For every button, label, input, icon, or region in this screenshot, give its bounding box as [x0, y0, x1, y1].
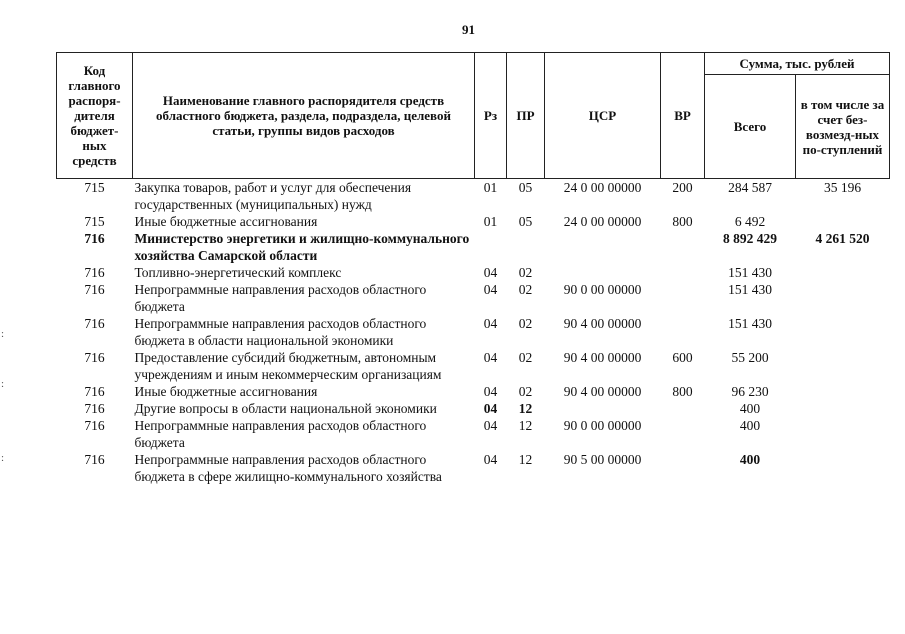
row-code: 716 [84, 316, 105, 331]
table-row [57, 230, 890, 264]
row-code: 716 [84, 231, 105, 246]
row-rz [475, 230, 507, 264]
row-total: 6 492 [734, 214, 766, 229]
row-code: 716 [84, 282, 105, 297]
row-total: 151 430 [728, 265, 772, 280]
header-incl: в том числе за счет без-возмезд-ных по-ступлений [796, 75, 890, 179]
table-header [57, 53, 890, 179]
row-code: 716 [84, 401, 105, 416]
row-pr: 05 [518, 180, 533, 195]
row-pr: 02 [518, 384, 533, 399]
margin-mark: : [1, 452, 5, 464]
row-rz: 01 [483, 180, 498, 195]
margin-mark: : [1, 328, 5, 340]
row-name: Другие вопросы в области национальной экономики [134, 401, 437, 416]
row-pr: 12 [518, 401, 533, 416]
row-name: Непрограммные направления расходов областного бюджета [134, 418, 427, 450]
row-total: 400 [739, 401, 761, 416]
row-code: 716 [84, 384, 105, 399]
page-number: 91 [462, 22, 475, 37]
table-row [57, 417, 890, 451]
header-csr: ЦСР [545, 53, 661, 179]
row-vr: 200 [672, 180, 693, 195]
row-name: Непрограммные направления расходов областного бюджета в области национальной экономики [134, 316, 427, 348]
header-sum-group: Сумма, тыс. рублей [705, 53, 890, 75]
row-name: Министерство энергетики и жилищно-коммунального хозяйства Самарской области [134, 231, 470, 263]
row-pr [507, 230, 545, 264]
header-pr: ПР [507, 53, 545, 179]
row-incl [796, 264, 890, 281]
row-vr [661, 264, 705, 281]
header-rz: Рз [475, 53, 507, 179]
row-incl [796, 383, 890, 400]
row-csr: 90 4 00 00000 [563, 384, 642, 399]
row-incl [796, 400, 890, 417]
row-csr [545, 400, 661, 417]
row-csr: 24 0 00 00000 [563, 180, 642, 195]
table-row [57, 400, 890, 417]
row-total: 151 430 [728, 316, 772, 331]
row-csr: 24 0 00 00000 [563, 214, 642, 229]
row-code: 716 [84, 452, 105, 467]
header-total: Всего [705, 75, 796, 179]
row-incl: 4 261 520 [815, 231, 870, 246]
table-row [57, 264, 890, 281]
row-total: 284 587 [728, 180, 772, 195]
row-rz: 04 [483, 316, 498, 331]
row-vr [661, 451, 705, 485]
row-incl [796, 349, 890, 383]
row-name: Предоставление субсидий бюджетным, автономным учреждениям и иным некоммерческим организациям [134, 350, 442, 382]
row-name: Непрограммные направления расходов областного бюджета в сфере жилищно-коммунального хозяйства [134, 452, 442, 484]
row-vr [661, 315, 705, 349]
table-row [57, 213, 890, 230]
row-incl [796, 315, 890, 349]
row-total: 400 [739, 418, 761, 433]
row-pr: 05 [518, 214, 533, 229]
row-incl: 35 196 [823, 180, 862, 195]
row-rz: 04 [483, 401, 498, 416]
row-rz: 04 [483, 265, 498, 280]
row-code: 716 [84, 350, 105, 365]
row-total: 400 [739, 452, 761, 467]
row-vr: 600 [672, 350, 693, 365]
row-code: 715 [84, 180, 105, 195]
row-incl [796, 417, 890, 451]
table-row [57, 281, 890, 315]
row-rz: 04 [483, 282, 498, 297]
table-row [57, 179, 890, 214]
row-vr [661, 281, 705, 315]
row-rz: 04 [483, 350, 498, 365]
row-code: 716 [84, 265, 105, 280]
row-pr: 02 [518, 265, 533, 280]
header-name: Наименование главного распорядителя средств областного бюджета, раздела, подраздела, целевой статьи, группы видов расходов [133, 53, 475, 179]
header-vr: ВР [661, 53, 705, 179]
row-vr [661, 230, 705, 264]
row-code: 716 [84, 418, 105, 433]
margin-mark: : [1, 378, 5, 390]
row-incl [796, 281, 890, 315]
row-total: 96 230 [731, 384, 769, 399]
row-incl [796, 451, 890, 485]
row-code: 715 [84, 214, 105, 229]
row-rz: 04 [483, 384, 498, 399]
table-row [57, 383, 890, 400]
row-vr: 800 [672, 384, 693, 399]
row-vr [661, 417, 705, 451]
row-csr: 90 0 00 00000 [563, 418, 642, 433]
row-name: Топливно-энергетический комплекс [134, 265, 342, 280]
row-csr: 90 5 00 00000 [563, 452, 642, 467]
row-pr: 12 [518, 452, 533, 467]
row-name: Непрограммные направления расходов областного бюджета [134, 282, 427, 314]
row-name: Иные бюджетные ассигнования [134, 214, 318, 229]
row-csr [545, 230, 661, 264]
header-code: Код главного распоря-дителя бюджет-ных средств [57, 53, 133, 179]
row-total: 151 430 [728, 282, 772, 297]
row-pr: 02 [518, 350, 533, 365]
row-rz: 01 [483, 214, 498, 229]
row-name: Закупка товаров, работ и услуг для обеспечения государственных (муниципальных) нужд [134, 180, 412, 212]
row-rz: 04 [483, 452, 498, 467]
row-pr: 02 [518, 282, 533, 297]
table-body [57, 179, 890, 486]
row-vr: 800 [672, 214, 693, 229]
row-name: Иные бюджетные ассигнования [134, 384, 318, 399]
row-csr [545, 264, 661, 281]
row-pr: 02 [518, 316, 533, 331]
table-row [57, 349, 890, 383]
row-csr: 90 4 00 00000 [563, 350, 642, 365]
row-pr: 12 [518, 418, 533, 433]
row-total: 8 892 429 [723, 231, 777, 246]
table-row [57, 451, 890, 485]
row-total: 55 200 [731, 350, 769, 365]
row-incl [796, 213, 890, 230]
row-csr: 90 4 00 00000 [563, 316, 642, 331]
row-csr: 90 0 00 00000 [563, 282, 642, 297]
table-row [57, 315, 890, 349]
budget-table [56, 52, 890, 485]
row-vr [661, 400, 705, 417]
row-rz: 04 [483, 418, 498, 433]
